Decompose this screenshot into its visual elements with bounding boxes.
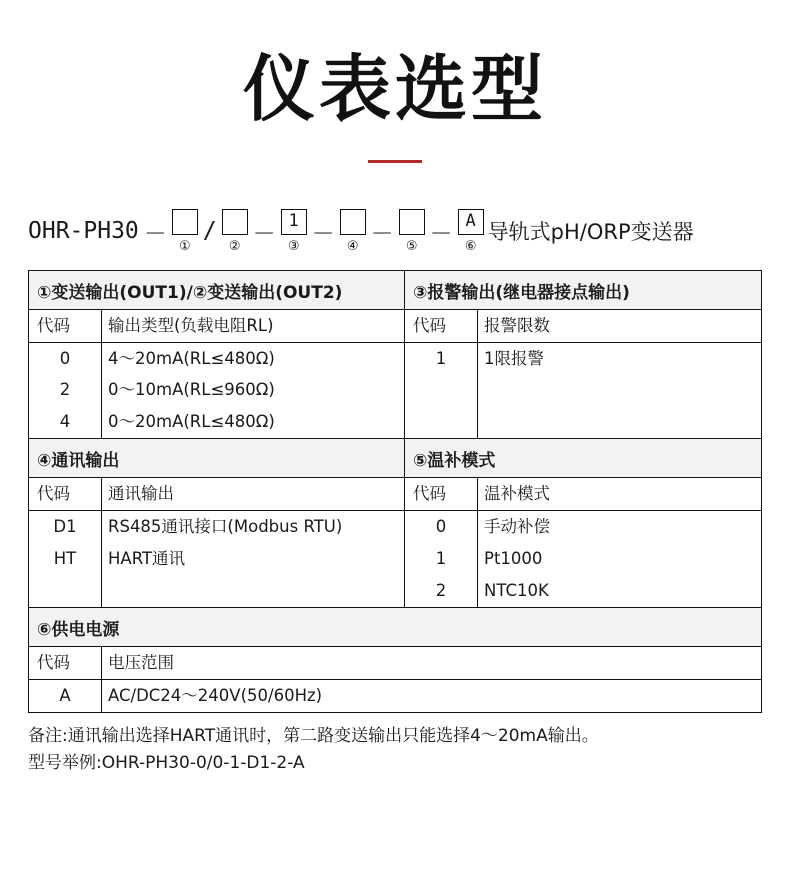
cell-value: Pt1000 bbox=[484, 549, 543, 569]
table-row-group-2 bbox=[29, 438, 761, 608]
cell-code: D1 bbox=[29, 511, 102, 543]
cell-code: HT bbox=[29, 543, 102, 575]
title-divider bbox=[368, 160, 422, 163]
model-slot-3-index: ③ bbox=[287, 238, 300, 254]
column-header-code: 代码 bbox=[29, 478, 102, 510]
model-slot-6-value[interactable]: A bbox=[458, 209, 484, 235]
section-out12-heading: ①变送输出(OUT1)/②变送输出(OUT2) bbox=[29, 271, 404, 310]
model-slot-4[interactable] bbox=[340, 209, 366, 254]
model-slot-4-index: ④ bbox=[346, 238, 359, 254]
cell-code: 2 bbox=[29, 374, 102, 406]
cell-value: 1限报警 bbox=[484, 348, 544, 368]
cell-code: 2 bbox=[405, 575, 478, 607]
table-row-spacer bbox=[29, 575, 404, 607]
model-separator-5: － bbox=[370, 220, 394, 247]
table-row-group-1 bbox=[29, 271, 761, 439]
section-comm bbox=[29, 439, 405, 607]
cell-value-empty bbox=[102, 575, 405, 607]
cell-code-empty bbox=[405, 406, 478, 438]
model-slot-6[interactable] bbox=[458, 209, 484, 254]
section-alarm bbox=[405, 271, 761, 439]
table-header-row bbox=[29, 647, 761, 679]
section-power bbox=[29, 608, 761, 713]
model-separator-3: － bbox=[252, 220, 276, 247]
section-out12-table bbox=[29, 310, 404, 439]
model-slot-2[interactable] bbox=[222, 209, 248, 254]
cell-value-empty bbox=[478, 374, 762, 406]
table-row bbox=[29, 543, 404, 575]
model-slot-5-index: ⑤ bbox=[405, 238, 418, 254]
cell-value: HART通讯 bbox=[108, 549, 186, 569]
model-slot-5-value[interactable] bbox=[399, 209, 425, 235]
table-header-row bbox=[29, 478, 404, 510]
section-power-heading: ⑥供电电源 bbox=[29, 608, 761, 647]
model-separator-2: / bbox=[202, 218, 217, 245]
selection-tables bbox=[28, 270, 762, 713]
section-comm-table bbox=[29, 478, 404, 607]
column-header-code: 代码 bbox=[405, 478, 478, 510]
table-row bbox=[405, 511, 761, 543]
note-line-1: 备注:通讯输出选择HART通讯时，第二路变送输出只能选择4～20mA输出。 bbox=[28, 725, 599, 746]
section-temp-heading: ⑤温补模式 bbox=[405, 439, 761, 478]
table-row bbox=[29, 679, 761, 711]
cell-code: 0 bbox=[29, 342, 102, 374]
column-header-mode: 温补模式 bbox=[478, 478, 762, 510]
section-power-table bbox=[29, 647, 761, 712]
section-out12 bbox=[29, 271, 405, 439]
table-row bbox=[29, 374, 404, 406]
cell-value: 0～20mA(RL≤480Ω) bbox=[108, 412, 275, 432]
column-header-voltage: 电压范围 bbox=[102, 647, 762, 679]
section-comm-heading: ④通讯输出 bbox=[29, 439, 404, 478]
table-header-row bbox=[29, 310, 404, 342]
column-header-type: 输出类型(负载电阻RL) bbox=[102, 310, 405, 342]
column-header-comm: 通讯输出 bbox=[102, 478, 405, 510]
notes-block bbox=[28, 723, 762, 777]
cell-value: RS485通讯接口(Modbus RTU) bbox=[108, 517, 343, 537]
table-row bbox=[405, 575, 761, 607]
column-header-limits: 报警限数 bbox=[478, 310, 762, 342]
table-row bbox=[29, 406, 404, 438]
cell-code: 1 bbox=[405, 342, 478, 374]
cell-code: 0 bbox=[405, 511, 478, 543]
table-row bbox=[29, 511, 404, 543]
model-slot-6-index: ⑥ bbox=[464, 238, 477, 254]
cell-value: AC/DC24～240V(50/60Hz) bbox=[108, 685, 323, 705]
cell-code: 1 bbox=[405, 543, 478, 575]
section-alarm-table bbox=[405, 310, 761, 439]
model-slot-1[interactable] bbox=[172, 209, 198, 254]
model-prefix: OHR-PH30 bbox=[28, 218, 139, 245]
page-title: 仪表选型 bbox=[242, 47, 547, 131]
table-row-spacer bbox=[405, 406, 761, 438]
table-row bbox=[405, 342, 761, 374]
section-temp-table bbox=[405, 478, 761, 607]
model-separator-1: － bbox=[143, 220, 167, 247]
section-temp bbox=[405, 439, 761, 607]
cell-value-empty bbox=[478, 406, 762, 438]
cell-value: 4～20mA(RL≤480Ω) bbox=[108, 348, 275, 368]
cell-value: 0～10mA(RL≤960Ω) bbox=[108, 380, 275, 400]
column-header-code: 代码 bbox=[29, 647, 102, 679]
cell-code: A bbox=[29, 679, 102, 711]
table-header-row bbox=[405, 478, 761, 510]
cell-value: NTC10K bbox=[484, 581, 549, 601]
model-separator-4: － bbox=[311, 220, 335, 247]
cell-code-empty bbox=[405, 374, 478, 406]
column-header-code: 代码 bbox=[29, 310, 102, 342]
model-slot-3-value[interactable]: 1 bbox=[281, 209, 307, 235]
model-description: 导轨式pH/ORP变送器 bbox=[487, 220, 694, 245]
model-slot-3[interactable] bbox=[281, 209, 307, 254]
model-slot-2-value[interactable] bbox=[222, 209, 248, 235]
model-separator-6: － bbox=[429, 220, 453, 247]
table-row-spacer bbox=[405, 374, 761, 406]
table-row bbox=[29, 342, 404, 374]
column-header-code: 代码 bbox=[405, 310, 478, 342]
table-header-row bbox=[405, 310, 761, 342]
model-code-row bbox=[0, 209, 790, 254]
model-slot-4-value[interactable] bbox=[340, 209, 366, 235]
model-slot-2-index: ② bbox=[228, 238, 241, 254]
cell-value: 手动补偿 bbox=[484, 517, 550, 537]
section-alarm-heading: ③报警输出(继电器接点输出) bbox=[405, 271, 761, 310]
model-slot-5[interactable] bbox=[399, 209, 425, 254]
model-slot-1-index: ① bbox=[178, 238, 191, 254]
model-slot-1-value[interactable] bbox=[172, 209, 198, 235]
cell-code: 4 bbox=[29, 406, 102, 438]
note-line-2: 型号举例:OHR-PH30-0/0-1-D1-2-A bbox=[28, 753, 305, 773]
table-row bbox=[405, 543, 761, 575]
cell-code-empty bbox=[29, 575, 102, 607]
